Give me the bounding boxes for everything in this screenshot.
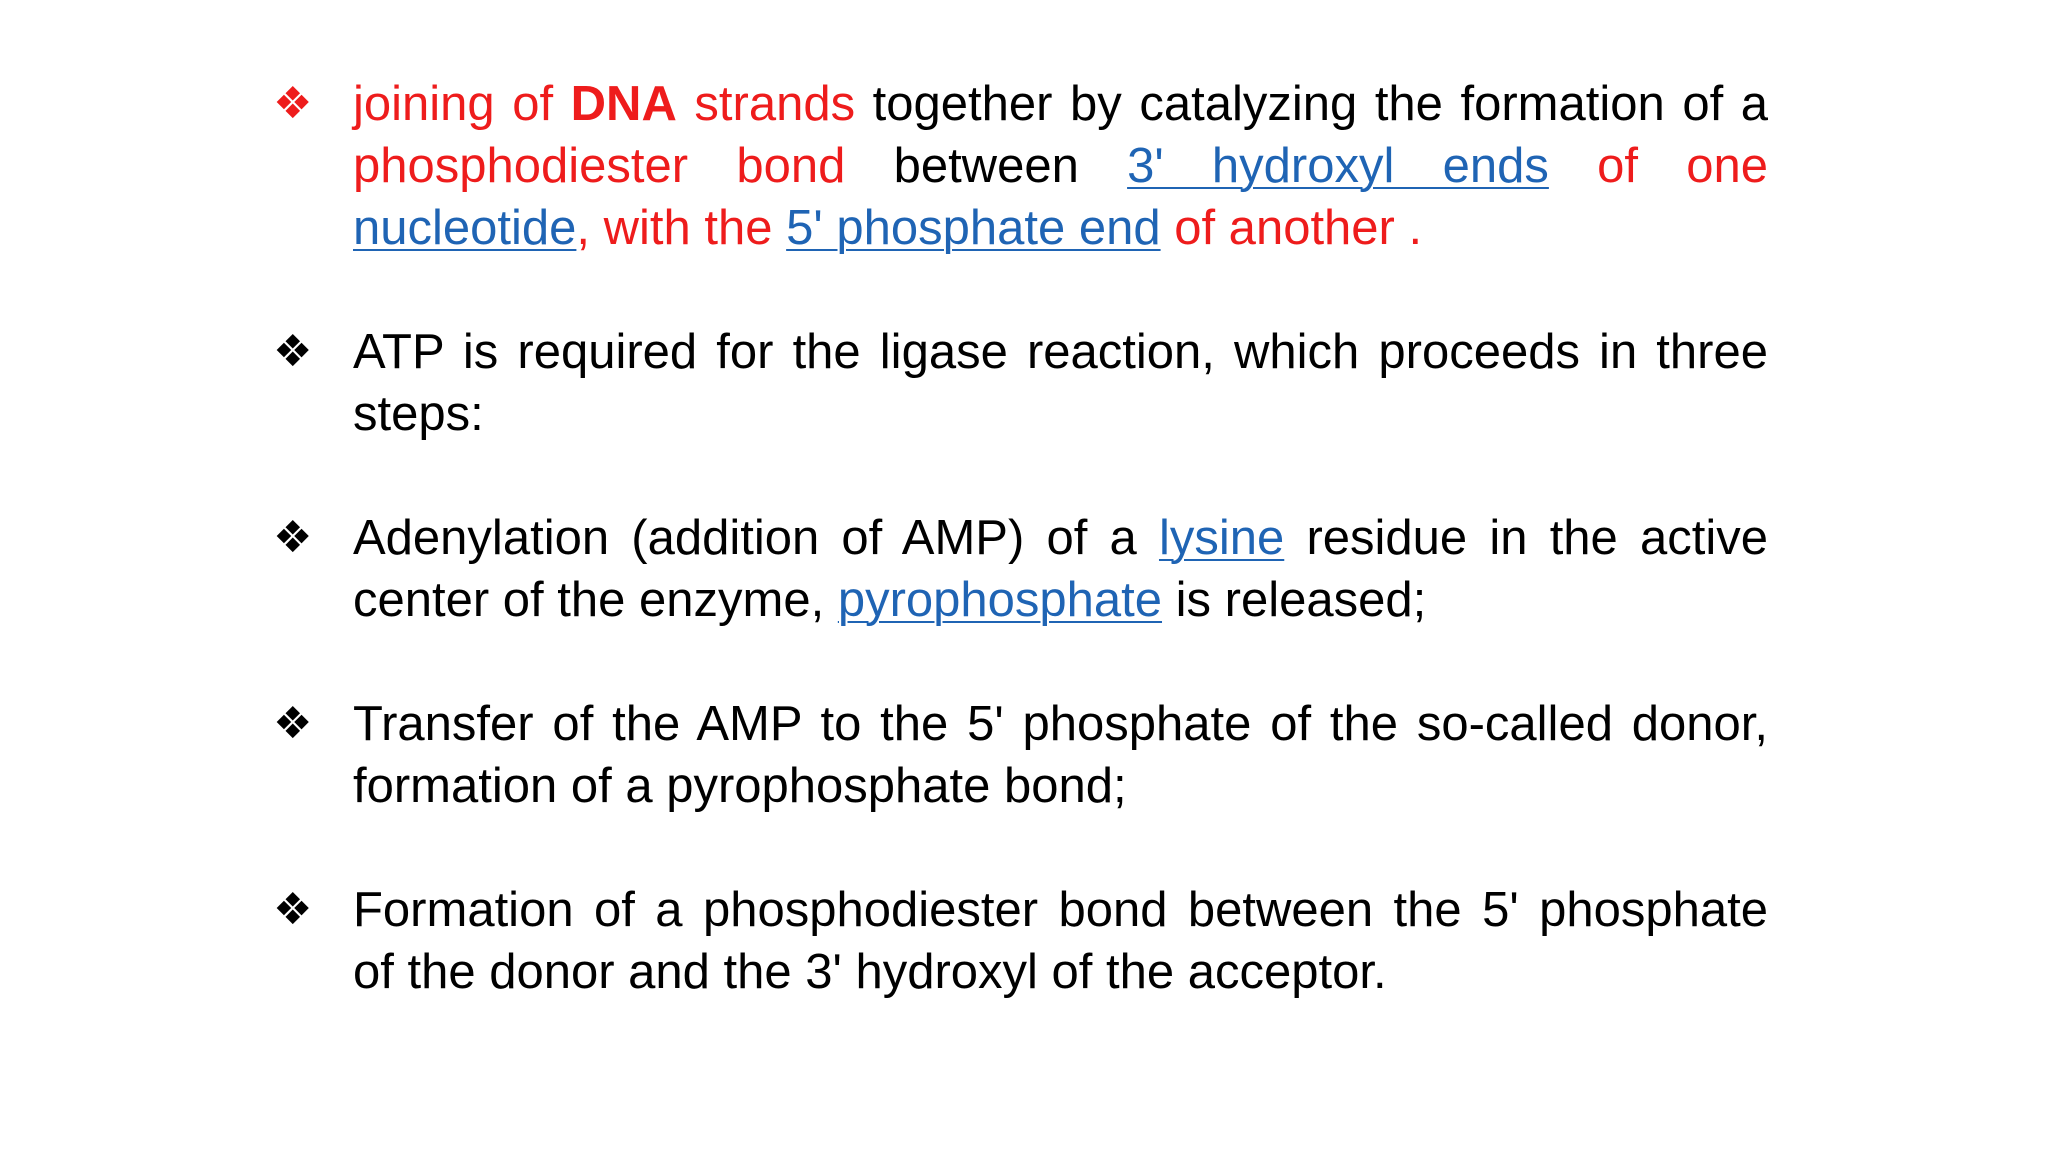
text-segment: ATP is required for the ligase reaction, which proceeds in three steps: xyxy=(353,325,1768,441)
text-segment: residue in the active center of the enzyme, xyxy=(353,511,1769,627)
text-segment: DNA xyxy=(570,77,677,131)
text-segment: between xyxy=(845,139,1128,193)
link-pyrophosphate[interactable]: pyrophosphate xyxy=(837,573,1163,627)
four-diamond-bullet-icon: ❖ xyxy=(273,326,313,377)
text-segment: joining of xyxy=(353,77,571,131)
text-segment: of one xyxy=(1548,139,1768,193)
four-diamond-bullet-icon: ❖ xyxy=(273,698,313,749)
four-diamond-bullet-icon: ❖ xyxy=(273,884,313,935)
bullet-item-3 xyxy=(273,507,1768,631)
link-lysine[interactable]: lysine xyxy=(1158,511,1285,565)
text-segment: together by catalyzing the formation of a xyxy=(855,77,1769,131)
text-segment: Adenylation (addition of AMP) of a xyxy=(353,511,1159,565)
bullet-item-2 xyxy=(273,321,1768,445)
text-segment: strands xyxy=(676,77,856,131)
text-segment: Transfer of the AMP to the 5' phosphate of the so-called donor, formation of a pyrophosphate bond; xyxy=(353,697,1768,813)
bullet-item-4 xyxy=(273,693,1768,817)
text-segment: is released; xyxy=(1162,573,1427,627)
text-segment: of another . xyxy=(1160,201,1423,255)
text-segment: Formation of a phosphodiester bond between the 5' phosphate of the donor and the 3' hydroxyl of the acceptor. xyxy=(353,883,1768,999)
link-5-phosphate-end[interactable]: 5' phosphate end xyxy=(786,201,1161,255)
text-segment: phosphodiester bond xyxy=(353,139,846,193)
four-diamond-bullet-icon: ❖ xyxy=(273,512,313,563)
four-diamond-bullet-icon: ❖ xyxy=(273,78,313,129)
link-nucleotide[interactable]: nucleotide xyxy=(353,201,577,255)
link-3-hydroxyl-ends[interactable]: 3' hydroxyl ends xyxy=(1127,139,1549,193)
bullet-item-1 xyxy=(273,73,1768,259)
text-segment: , with the xyxy=(576,201,787,255)
bullet-list xyxy=(273,73,1768,1065)
bullet-item-5 xyxy=(273,879,1768,1003)
